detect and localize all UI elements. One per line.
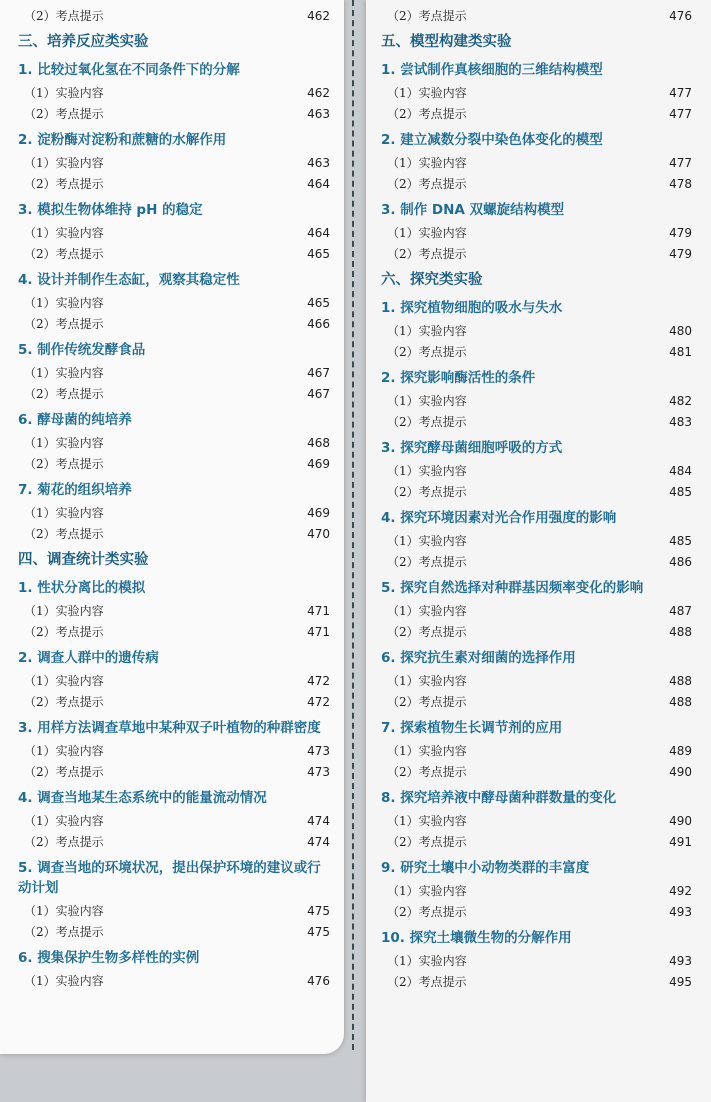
toc-page-number: 495 bbox=[669, 975, 692, 989]
toc-subentry-label: （2）考点提示 bbox=[24, 835, 104, 849]
toc-subentry-label: （1）实验内容 bbox=[387, 674, 467, 688]
toc-subentry bbox=[381, 321, 691, 342]
toc-section-heading: 五、模型构建类实验 bbox=[381, 34, 512, 50]
toc-subentry bbox=[18, 971, 330, 992]
page-divider bbox=[352, 0, 354, 1050]
toc-subentry-label: （2）考点提示 bbox=[387, 975, 467, 989]
toc-section-heading: 三、培养反应类实验 bbox=[18, 34, 149, 50]
toc-subentry-label: （1）实验内容 bbox=[24, 226, 104, 240]
toc-experiment-title: 10. 探究土壤微生物的分解作用 bbox=[381, 930, 572, 946]
toc-subentry-label: （2）考点提示 bbox=[387, 485, 467, 499]
toc-subentry bbox=[381, 692, 691, 713]
toc-subentry bbox=[18, 524, 330, 545]
toc-experiment-title: 5. 制作传统发酵食品 bbox=[18, 342, 146, 358]
toc-subentry-label: （1）实验内容 bbox=[24, 674, 104, 688]
toc-subentry bbox=[18, 104, 330, 125]
toc-subentry-label: （2）考点提示 bbox=[387, 625, 467, 639]
toc-subentry bbox=[381, 461, 691, 482]
toc-page-number: 465 bbox=[307, 247, 330, 261]
toc-experiment-title: 7. 探索植物生长调节剂的应用 bbox=[381, 720, 563, 736]
toc-subentry-label: （1）实验内容 bbox=[387, 226, 467, 240]
toc-subentry-label: （1）实验内容 bbox=[24, 814, 104, 828]
toc-subentry bbox=[381, 412, 691, 433]
toc-subentry-label: （2）考点提示 bbox=[387, 415, 467, 429]
toc-page-number: 463 bbox=[307, 156, 330, 170]
toc-page-number: 477 bbox=[669, 107, 692, 121]
toc-subentry bbox=[18, 244, 330, 265]
toc-page-number: 484 bbox=[669, 464, 692, 478]
toc-subentry-label: （1）实验内容 bbox=[24, 366, 104, 380]
toc-subentry-label: （1）实验内容 bbox=[24, 604, 104, 618]
toc-page-number: 492 bbox=[669, 884, 692, 898]
toc-experiment-title: 3. 模拟生物体维持 pH 的稳定 bbox=[18, 202, 203, 218]
toc-subentry-label: （2）考点提示 bbox=[24, 387, 104, 401]
toc-experiment-title: 2. 调查人群中的遗传病 bbox=[18, 650, 159, 666]
toc-experiment-title: 9. 研究土壤中小动物类群的丰富度 bbox=[381, 860, 590, 876]
toc-page-number: 485 bbox=[669, 534, 692, 548]
toc-subentry-label: （2）考点提示 bbox=[387, 177, 467, 191]
toc-page-number: 470 bbox=[307, 527, 330, 541]
toc-experiment-title: 3. 用样方法调查草地中某种双子叶植物的种群密度 bbox=[18, 720, 321, 736]
toc-experiment-title: 1. 性状分离比的模拟 bbox=[18, 580, 146, 596]
toc-page-number: 483 bbox=[669, 415, 692, 429]
toc-subentry bbox=[18, 692, 330, 713]
toc-subentry-label: （2）考点提示 bbox=[24, 925, 104, 939]
toc-subentry-label: （1）实验内容 bbox=[387, 464, 467, 478]
toc-subentry bbox=[381, 741, 691, 762]
toc-page-number: 478 bbox=[669, 177, 692, 191]
toc-page-number: 472 bbox=[307, 674, 330, 688]
toc-subentry-label: （2）考点提示 bbox=[24, 527, 104, 541]
toc-experiment-title: 6. 探究抗生素对细菌的选择作用 bbox=[381, 650, 576, 666]
toc-subentry-label: （2）考点提示 bbox=[24, 9, 104, 23]
toc-subentry-label: （2）考点提示 bbox=[24, 247, 104, 261]
toc-subentry-label: （1）实验内容 bbox=[24, 744, 104, 758]
toc-subentry bbox=[18, 384, 330, 405]
toc-page-number: 467 bbox=[307, 387, 330, 401]
toc-page-number: 479 bbox=[669, 226, 692, 240]
toc-subentry bbox=[18, 503, 330, 524]
toc-subentry-label: （2）考点提示 bbox=[24, 457, 104, 471]
toc-experiment-title: 1. 探究植物细胞的吸水与失水 bbox=[381, 300, 563, 316]
toc-subentry-label: （1）实验内容 bbox=[387, 954, 467, 968]
toc-experiment-title: 3. 制作 DNA 双螺旋结构模型 bbox=[381, 202, 565, 218]
toc-subentry-label: （1）实验内容 bbox=[387, 394, 467, 408]
toc-subentry bbox=[18, 832, 330, 853]
toc-subentry bbox=[381, 601, 691, 622]
toc-page-number: 487 bbox=[669, 604, 692, 618]
toc-subentry bbox=[381, 552, 691, 573]
toc-subentry bbox=[18, 454, 330, 475]
toc-subentry bbox=[381, 902, 691, 923]
toc-subentry-label: （1）实验内容 bbox=[387, 86, 467, 100]
toc-subentry bbox=[381, 342, 691, 363]
toc-page-number: 485 bbox=[669, 485, 692, 499]
toc-subentry-label: （2）考点提示 bbox=[387, 107, 467, 121]
toc-subentry-label: （2）考点提示 bbox=[24, 107, 104, 121]
toc-subentry bbox=[381, 6, 691, 27]
toc-subentry-label: （1）实验内容 bbox=[387, 814, 467, 828]
toc-subentry bbox=[18, 601, 330, 622]
toc-experiment-title: 2. 探究影响酶活性的条件 bbox=[381, 370, 536, 386]
toc-page-number: 474 bbox=[307, 814, 330, 828]
toc-experiment-title: 7. 菊花的组织培养 bbox=[18, 482, 132, 498]
toc-page-number: 489 bbox=[669, 744, 692, 758]
toc-subentry-label: （2）考点提示 bbox=[24, 625, 104, 639]
toc-experiment-title: 4. 调查当地某生态系统中的能量流动情况 bbox=[18, 790, 267, 806]
toc-subentry bbox=[381, 104, 691, 125]
toc-subentry-label: （2）考点提示 bbox=[387, 555, 467, 569]
toc-subentry-label: （1）实验内容 bbox=[387, 534, 467, 548]
toc-page-number: 476 bbox=[669, 9, 692, 23]
toc-page-number: 467 bbox=[307, 366, 330, 380]
toc-page-number: 482 bbox=[669, 394, 692, 408]
toc-page-number: 471 bbox=[307, 625, 330, 639]
toc-experiment-title: 2. 建立减数分裂中染色体变化的模型 bbox=[381, 132, 603, 148]
toc-subentry-label: （1）实验内容 bbox=[24, 436, 104, 450]
toc-subentry bbox=[18, 811, 330, 832]
toc-subentry bbox=[381, 762, 691, 783]
toc-subentry bbox=[381, 951, 691, 972]
toc-page-number: 486 bbox=[669, 555, 692, 569]
toc-subentry-label: （1）实验内容 bbox=[24, 974, 104, 988]
toc-subentry bbox=[381, 391, 691, 412]
toc-subentry bbox=[18, 153, 330, 174]
toc-page-number: 475 bbox=[307, 925, 330, 939]
toc-page-number: 490 bbox=[669, 765, 692, 779]
toc-subentry bbox=[381, 83, 691, 104]
toc-subentry bbox=[18, 762, 330, 783]
toc-subentry bbox=[381, 881, 691, 902]
toc-column-right bbox=[381, 6, 691, 993]
toc-subentry-label: （1）实验内容 bbox=[387, 156, 467, 170]
toc-subentry bbox=[18, 6, 330, 27]
toc-page-number: 463 bbox=[307, 107, 330, 121]
toc-page-number: 477 bbox=[669, 86, 692, 100]
toc-page-number: 473 bbox=[307, 765, 330, 779]
toc-subentry-label: （2）考点提示 bbox=[24, 317, 104, 331]
toc-subentry bbox=[381, 671, 691, 692]
toc-experiment-title: 6. 酵母菌的纯培养 bbox=[18, 412, 132, 428]
toc-page-number: 473 bbox=[307, 744, 330, 758]
toc-subentry bbox=[18, 622, 330, 643]
toc-subentry bbox=[381, 482, 691, 503]
toc-subentry-label: （2）考点提示 bbox=[387, 695, 467, 709]
toc-subentry bbox=[18, 293, 330, 314]
toc-subentry bbox=[381, 153, 691, 174]
toc-subentry-label: （1）实验内容 bbox=[24, 156, 104, 170]
toc-page-number: 469 bbox=[307, 506, 330, 520]
toc-experiment-title: 6. 搜集保护生物多样性的实例 bbox=[18, 950, 200, 966]
toc-page-number: 464 bbox=[307, 226, 330, 240]
toc-subentry-label: （1）实验内容 bbox=[387, 324, 467, 338]
toc-page-number: 488 bbox=[669, 625, 692, 639]
toc-subentry-label: （2）考点提示 bbox=[387, 247, 467, 261]
toc-subentry bbox=[381, 244, 691, 265]
toc-page-number: 490 bbox=[669, 814, 692, 828]
toc-page-number: 493 bbox=[669, 905, 692, 919]
toc-experiment-title: 5. 探究自然选择对种群基因频率变化的影响 bbox=[381, 580, 644, 596]
toc-subentry bbox=[381, 832, 691, 853]
toc-subentry bbox=[18, 741, 330, 762]
toc-subentry-label: （2）考点提示 bbox=[387, 835, 467, 849]
toc-column-left bbox=[18, 6, 330, 992]
toc-subentry-label: （2）考点提示 bbox=[387, 345, 467, 359]
toc-page-number: 468 bbox=[307, 436, 330, 450]
toc-section-heading: 六、探究类实验 bbox=[381, 272, 483, 288]
toc-experiment-title: 3. 探究酵母菌细胞呼吸的方式 bbox=[381, 440, 563, 456]
toc-subentry-label: （2）考点提示 bbox=[24, 695, 104, 709]
toc-page-number: 480 bbox=[669, 324, 692, 338]
toc-page-number: 474 bbox=[307, 835, 330, 849]
toc-subentry bbox=[18, 671, 330, 692]
toc-experiment-title: 2. 淀粉酶对淀粉和蔗糖的水解作用 bbox=[18, 132, 227, 148]
toc-experiment-title: 1. 尝试制作真核细胞的三维结构模型 bbox=[381, 62, 603, 78]
toc-subentry bbox=[18, 363, 330, 384]
toc-subentry-label: （1）实验内容 bbox=[24, 904, 104, 918]
toc-subentry-label: （1）实验内容 bbox=[387, 884, 467, 898]
toc-page-number: 475 bbox=[307, 904, 330, 918]
toc-subentry-label: （1）实验内容 bbox=[24, 296, 104, 310]
toc-experiment-title: 5. 调查当地的环境状况，提出保护环境的建议或行动计划 bbox=[18, 860, 321, 896]
toc-subentry bbox=[381, 223, 691, 244]
toc-experiment-title: 4. 设计并制作生态缸，观察其稳定性 bbox=[18, 272, 240, 288]
toc-subentry bbox=[18, 433, 330, 454]
toc-subentry bbox=[381, 972, 691, 993]
toc-page-number: 472 bbox=[307, 695, 330, 709]
toc-subentry-label: （2）考点提示 bbox=[387, 765, 467, 779]
toc-subentry-label: （2）考点提示 bbox=[387, 9, 467, 23]
toc-experiment-title: 8. 探究培养液中酵母菌种群数量的变化 bbox=[381, 790, 617, 806]
toc-page-number: 476 bbox=[307, 974, 330, 988]
toc-subentry-label: （1）实验内容 bbox=[24, 86, 104, 100]
toc-subentry-label: （2）考点提示 bbox=[24, 765, 104, 779]
toc-page-number: 465 bbox=[307, 296, 330, 310]
toc-subentry bbox=[18, 922, 330, 943]
toc-subentry-label: （1）实验内容 bbox=[387, 604, 467, 618]
toc-page-number: 464 bbox=[307, 177, 330, 191]
toc-subentry bbox=[381, 622, 691, 643]
toc-subentry bbox=[381, 811, 691, 832]
toc-subentry bbox=[381, 531, 691, 552]
toc-page-number: 479 bbox=[669, 247, 692, 261]
toc-page-number: 471 bbox=[307, 604, 330, 618]
toc-subentry bbox=[18, 223, 330, 244]
toc-subentry-label: （2）考点提示 bbox=[387, 905, 467, 919]
toc-subentry bbox=[18, 174, 330, 195]
toc-page-number: 488 bbox=[669, 674, 692, 688]
toc-page-number: 469 bbox=[307, 457, 330, 471]
toc-subentry bbox=[18, 314, 330, 335]
toc-page-number: 477 bbox=[669, 156, 692, 170]
toc-page-number: 462 bbox=[307, 86, 330, 100]
toc-subentry-label: （2）考点提示 bbox=[24, 177, 104, 191]
toc-subentry-label: （1）实验内容 bbox=[24, 506, 104, 520]
toc-subentry bbox=[18, 83, 330, 104]
toc-page-number: 481 bbox=[669, 345, 692, 359]
toc-page-number: 466 bbox=[307, 317, 330, 331]
toc-page-number: 491 bbox=[669, 835, 692, 849]
toc-experiment-title: 4. 探究环境因素对光合作用强度的影响 bbox=[381, 510, 617, 526]
toc-subentry bbox=[381, 174, 691, 195]
toc-page-number: 462 bbox=[307, 9, 330, 23]
toc-page-number: 493 bbox=[669, 954, 692, 968]
toc-experiment-title: 1. 比较过氧化氢在不同条件下的分解 bbox=[18, 62, 240, 78]
toc-subentry-label: （1）实验内容 bbox=[387, 744, 467, 758]
toc-subentry bbox=[18, 901, 330, 922]
toc-section-heading: 四、调查统计类实验 bbox=[18, 552, 149, 568]
toc-page-number: 488 bbox=[669, 695, 692, 709]
